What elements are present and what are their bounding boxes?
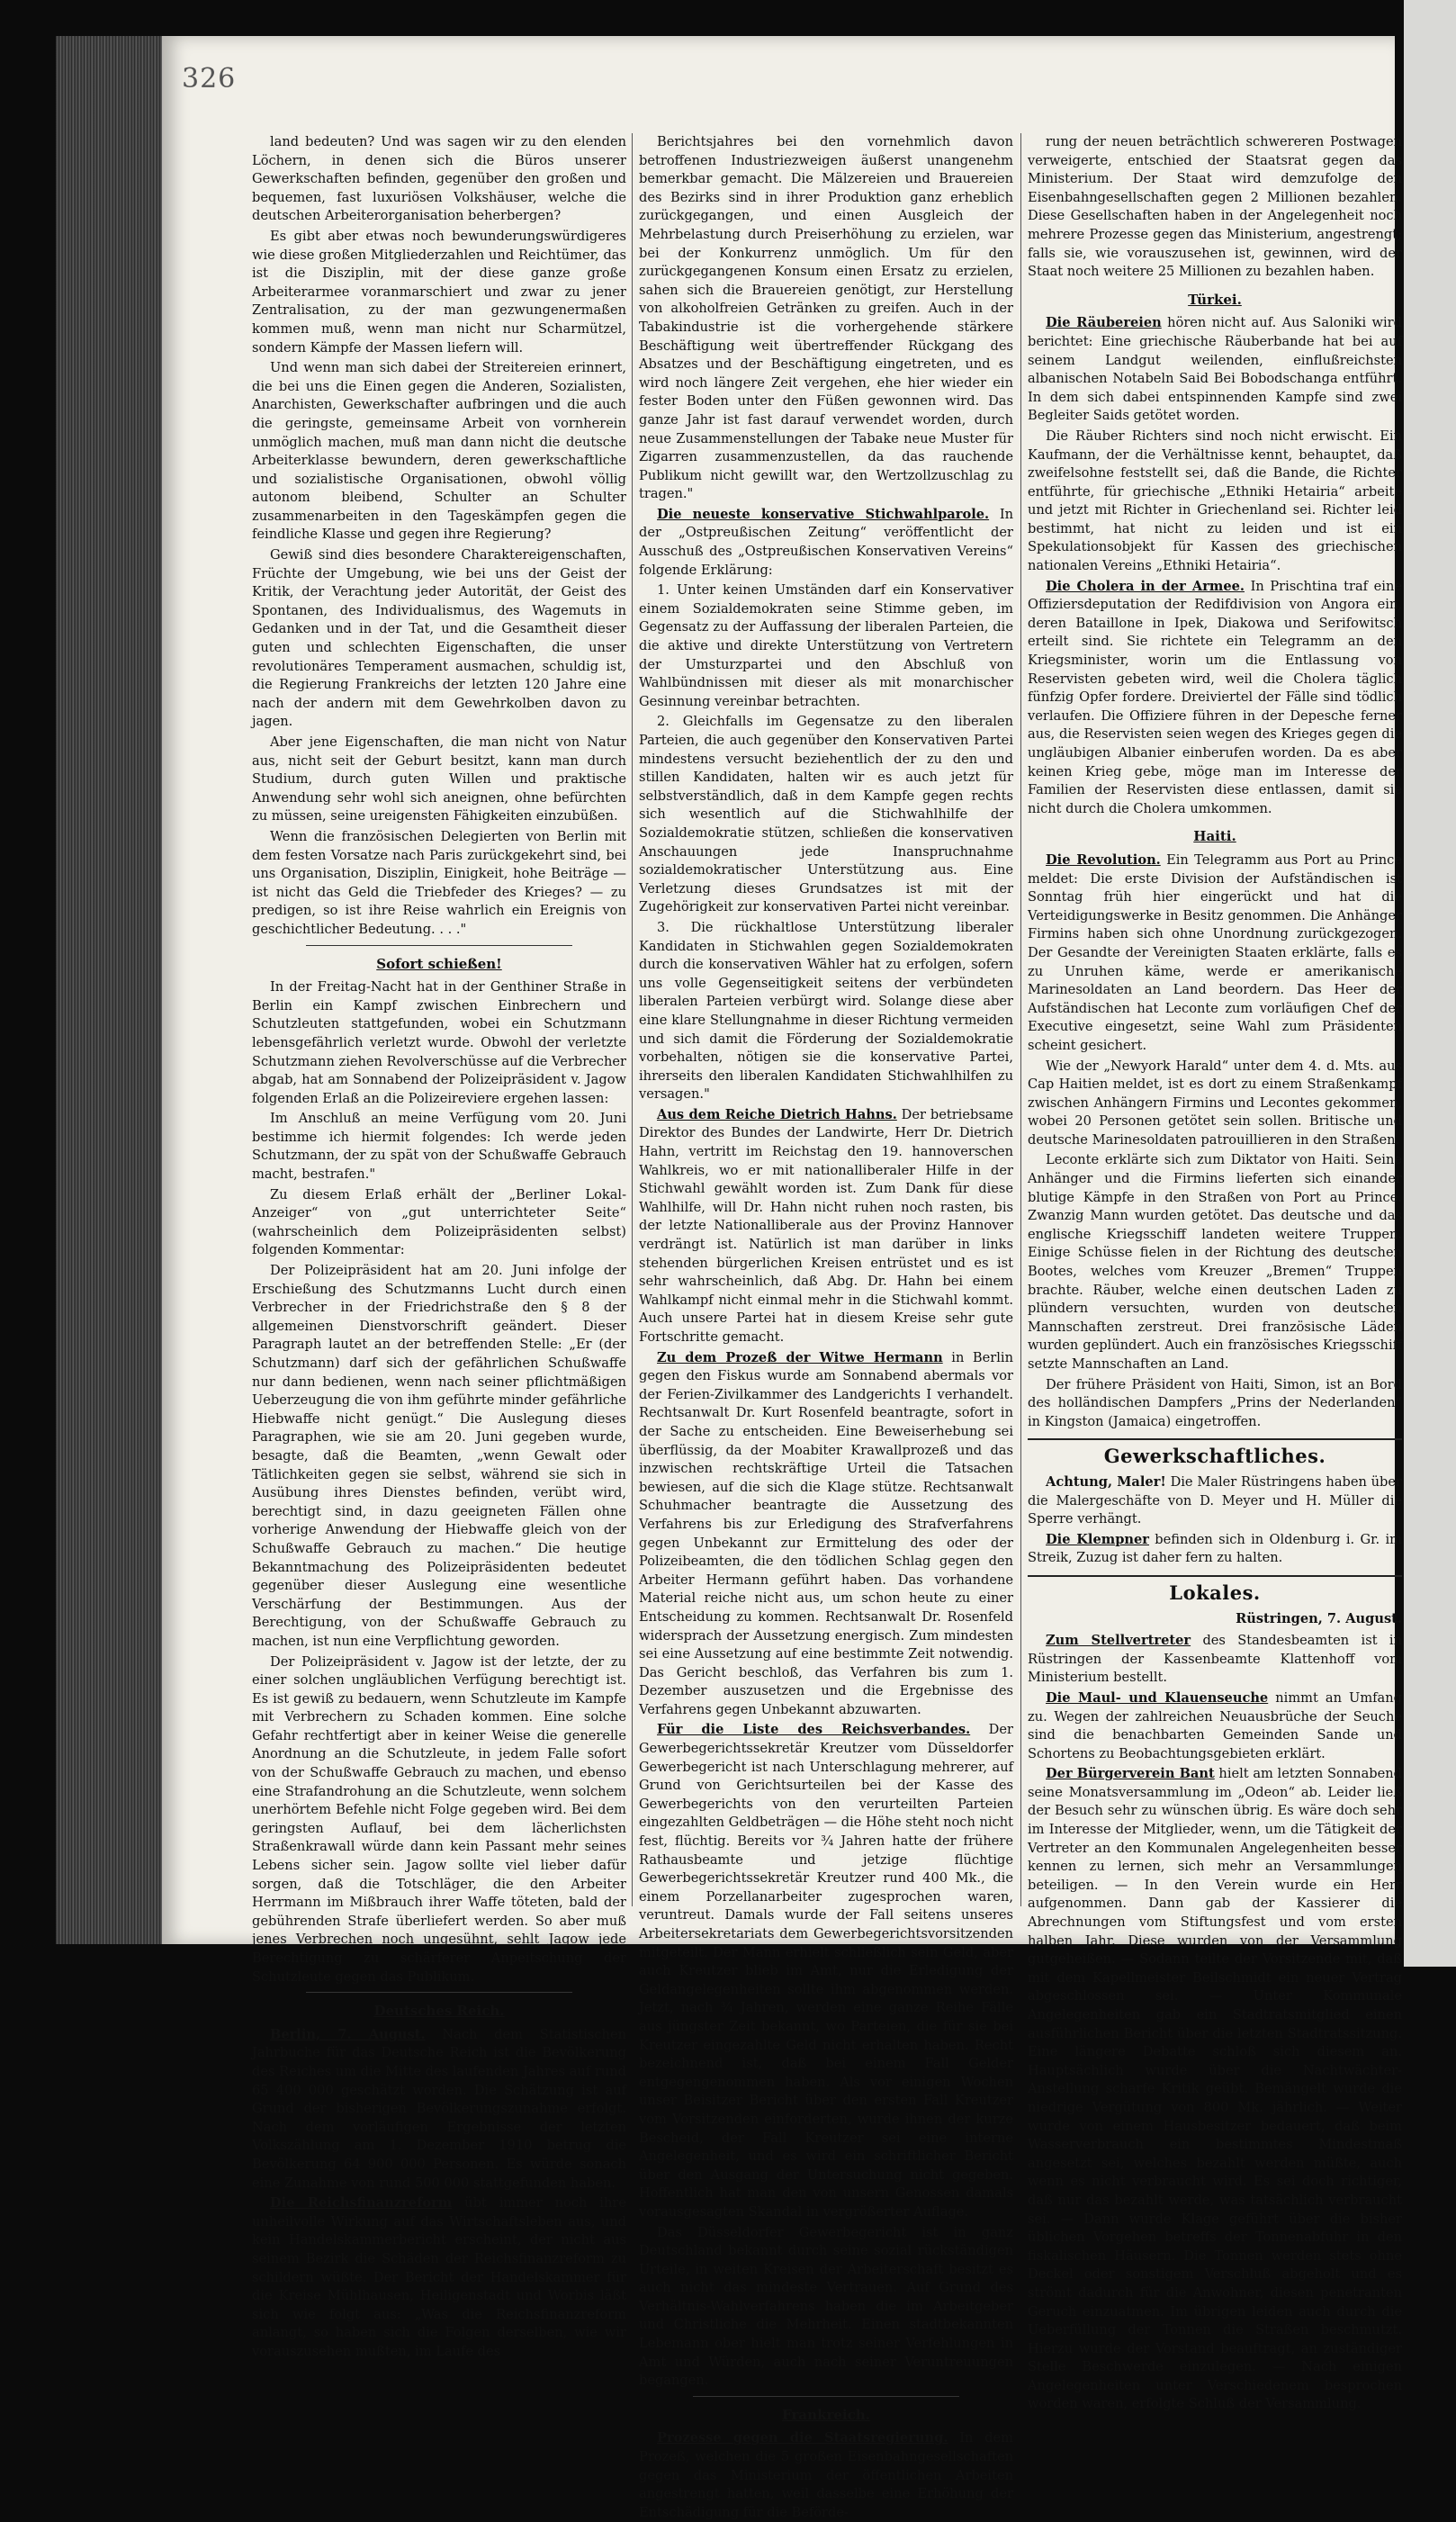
- scan-border: [1404, 0, 1456, 1967]
- quote-paragraph: Im Anschluß an meine Verfügung vom 20. Juni bestimme ich hiermit folgendes: Ich werde jeden Schutzmann, der zu spät von der Schußwaffe Gebrauch macht, bestrafen.": [252, 1111, 626, 1183]
- paragraph-text: befinden sich in Oldenburg i. Gr. im Streik, Zuzug ist daher fern zu halten.: [1028, 1531, 1402, 1566]
- paragraph: Zu diesem Erlaß erhält der „Berliner Lokal-Anzeiger“ von „gut unterrichteter Seite“ (wahrscheinlich dem Polizeipräsidenten selbst) folgenden Kommentar:: [252, 1186, 626, 1258]
- paragraph: [639, 2429, 1013, 2522]
- paragraph: [1028, 1689, 1402, 1763]
- paragraph: In der Freitag-Nacht hat in der Genthiner Straße in Berlin ein Kampf zwischen Einbrechern und Schutzleuten stattgefunden, wobei ein Schutzmann lebensgefährlich verletzt wurde. Obwohl der verletzte Schutzmann ziehen Revolverschüsse auf die Verbrecher abgab, hat am Sonnabend der Polizeipräsident v. Jagow folgenden Erlaß an die Polizeireviere ergehen lassen:: [252, 979, 626, 1106]
- section-divider: [306, 1992, 572, 1993]
- paragraph: [1028, 578, 1402, 819]
- paragraph-text: In der „Ostpreußischen Zeitung“ veröffentlicht der Ausschuß des „Ostpreußischen Konservativen Vereins“ folgende Erklärung:: [639, 506, 1013, 578]
- newspaper-page: [162, 36, 1403, 2520]
- paragraph-text: Nach dem Statistischen Jahrbuche für das Deutsche Reich ist die Bevölkerung des Reiches um die Mitte des laufenden Jahres auf rund 65 400 000 geschätzt worden. Die Schätzung ist auf Grund der bisherigen Bevölkerungszunahme erfolgt. Nach dem vorläufigen Ergebnisse der letzten Volkszählung am 1. Dezember 1910 betrug die Bevölkerung 64 900 000 Personen. Es würde sonach eine Zunahme von rund 500 000 stattgefunden haben.: [252, 2026, 626, 2191]
- paragraph-text: Der Gewerbegerichtssekretär Kreutzer vom Düsseldorfer Gewerbegericht ist nach Unterschlagung mehrerer, auf Grund von Gerichtsurteilen bei der Kasse des Gewerbegerichts von den verurteilten Parteien eingezahlten Geldbeträgen — die Höhe steht noch nicht fest, flüchtig. Bereits vor ¾ Jahren hatte der frühere Rathausbeamte und jetzige flüchtige Gewerbegerichtssekretär Kreutzer rund 400 Mk., die einem Porzellanarbeiter zugesprochen waren, veruntreut. Damals wurde der Fall seitens unseres Arbeitersekretariats dem Gewerbegerichtsvorsitzenden mitgeteilt. Der Mann erhielt schließlich sein Geld, aber auch Kreutzer blieb im Amt, nur die Erledigung der Geldangelegenheiten sollte ihm abgenommen werden. Jetzt, nach ¾ Jahren, werden eine ganze Reihe Fälle aus jüngster Zeit bekannt, wo Parteien, die für sie bei Kreutzer eingezahlte Geld nicht erhalten haben. Recht bezeichnend ist, daß bei einem Fall Gelder entgegengenommen haben. Als vor einigen Wochen unser Beisitzer Bericht über den ersten Fall Kreutzer vom Vorsitzenden einforderten, wurde ihnen der kurze Bescheid, der Fall Kreutzer sei eine interne Angelegenheit, und es wird ein schriftlicher Bericht über den Ausgang der Untersuchung nicht gegeben. Hoffentlich hat man den von unsern Genossen damals vorausgesagten Skandal in vergrößerter Auflage.: [639, 1722, 1014, 2220]
- section-heading-tuerkei: Türkei.: [1188, 291, 1242, 308]
- paragraph: [252, 2194, 626, 2361]
- lead-in: Zu dem Prozeß der Witwe Hermann: [657, 1349, 943, 1365]
- lead-in: Achtung, Maler!: [1046, 1473, 1166, 1490]
- paragraph: [1028, 1632, 1402, 1688]
- lead-in: Die Räubereien: [1046, 315, 1162, 331]
- paragraph: [252, 2026, 626, 2193]
- headline-sofort-schiessen: Sofort schießen!: [376, 955, 502, 972]
- paragraph-text: hören nicht auf. Aus Saloniki wird berichtet: Eine griechische Räuberbande hat bei auf seinem Landgut weilenden, einflußreichsten albanischen Notabeln Said Bei Bobodschanga entführt. In dem sich dabei entspinnenden Kampfe sind zwei Begleiter Saids getötet worden.: [1028, 315, 1402, 424]
- paragraph-text: hielt am letzten Sonnabend seine Monatsversammlung im „Odeon“ ab. Leider ließ der Besuch sehr zu wünschen übrig. Es wäre doch sehr im Interesse der Mitglieder, wenn, um die Tätigkeit der Vertreter an den Kommunalen Angelegenheiten besser kennen zu lernen, sich mehr an Versammlungen beteiligen. — In den Verein wurde ein Herr aufgenommen. Dann gab der Kassierer die Abrechnungen vom Stiftungsfest und vom ersten halben Jahr. Diese wurden von der Versammlung gutgeheißen. — Sodann teilte der Vorsitzende mit, daß mit dem Kapellmeister Beilschmidt ein neuer Vertrag abgeschlossen sei. — Unter Kommunale Angelegenheiten gab ein Stadtratsmitglied einen ausführlichen Bericht über die letzten Stadtratssitzung. Eine längere Debatte schloß sich diesem an. Hauptsächlich wurde über die Nachtwächter-Anstellung scharfe Kritik geübt. Bemängelt wurde die niedrige Vergütung von 800 Mk. jährlich. — Weiter wurde von einem Hausbesitzer bedauert, daß beim Wasserverbrauch ein bestimmtes Mindestmaß angesetzt sei, welches bezahlt werden müßte, auch wenn es nicht verbraucht wird. Es sei doch richtiger, daß nur das bezahlt werde, was tatsächlich verbraucht sei. — Dann wurde Klage geführt über die bisher üblichen Vorgehen betreffs der Tonnenabfuhr in den fiskalischen Häusern. Die Tonnen werden stets ohne Deckel oder sonstigem Verschluß abgeholt und es strömt dadurch für die Anwohner, diesen penetranten Geruch einzuatmen. Im übrigen leiden auch durch die Ueberfüllung der Tonnen die Straßen beschmutzt. Hierzu wurde der Vorstand beauftragt, an zuständiger Stelle Beschwerde einzulegen. — Nach einigen Angelegenheiten unter Verschiedenem besprochen worden waren, erfolgte Schluß der Versammlung.: [1028, 1766, 1403, 2412]
- paragraph-text: Der betriebsame Direktor des Bundes der Landwirte, Herr Dr. Dietrich Hahn, vertritt im Reichstag den 19. hannoverschen Wahlkreis, wo er mit nationalliberaler Hilfe in der Stichwahl gewählt worden ist. Zum Dank für diese Wahlhilfe, will Dr. Hahn nicht ruhen noch rasten, bis der letzte Nationalliberale aus der Provinz Hannover verdrängt ist. Natürlich ist man darüber in links stehenden bürgerlichen Kreisen entrüstet und es ist sehr wahrscheinlich, daß Abg. Dr. Hahn bei einem Wahlkampf nicht einmal mehr in die Stichwahl kommt. Auch unsere Partei hat in diesem Kreise sehr gute Fortschritte gemacht.: [639, 1106, 1013, 1345]
- paragraph: [1028, 1531, 1402, 1568]
- paragraph: 2. Gleichfalls im Gegensatze zu den liberalen Parteien, die auch gegenüber den Konservativen Partei mindestens versucht beziehentlich der zu den und stillen Kandidaten, halten wir es auch jetzt für selbstverständlich, daß in dem Kampfe gegen rechts sich wesentlich auf die Stichwahlhilfe der Sozialdemokratie stützen, schließen die konservativen Anschauungen jede Inanspruchnahme sozialdemokratischer Unterstützung aus. Eine Verletzung dieses Grundsatzes ist mit der Zugehörigkeit zur konservativen Partei nicht vereinbar.: [639, 714, 1013, 915]
- section-heading-lokales: Lokales.: [1169, 1581, 1261, 1604]
- paragraph: 3. Die rückhaltlose Unterstützung liberaler Kandidaten in Stichwahlen gegen Sozialdemokraten durch die konservativen Wähler hat zu erfolgen, sofern uns volle Gegenseitigkeit seitens der verbündeten liberalen Parteien verbürgt wird. Solange diese aber eine klare Stellungnahme in dieser Richtung vermeiden und sich damit die Förderung der Sozialdemokratie vorbehalten, nötigen sie die konservative Partei, ihrerseits den liberalen Kandidaten Stichwahlhilfen zu versagen.": [639, 919, 1013, 1103]
- lead-in: Für die Liste des Reichsverbandes.: [657, 1722, 971, 1738]
- paragraph-text: In dem Prozeß, welchen die 5 großen Eisenbahngesellschaften gegen das Ministerium der öffentlichen Arbeiten angestrengt hatten, weil dasselbe eine Erhöhung der Entschädigung für die Beförde-: [639, 2430, 1013, 2520]
- section-divider: [693, 2396, 959, 2397]
- paragraph-text: In Prischtina traf eine Offiziersdeputation der Redifdivision von Angora ein, deren Bataillone in Ipek, Diakowa und Serifowitsch erteilt sind. Sie richtete ein Telegramm an den Kriegsminister, worin um die Entlassung von Reservisten gebeten wird, weil die Cholera täglich fünfzig Opfer fordere. Dreiviertel der Fälle sind tödlich verlaufen. Die Offiziere führen in der Depesche ferner aus, die Reservisten seien wegen des Krieges gegen die ungläubigen Albanier einberufen worden. Da es aber keinen Krieg gebe, möge man im Interesse der Familien der Reservisten diese entlassen, damit sie nicht durch die Cholera umkommen.: [1028, 578, 1402, 816]
- paragraph: Es gibt aber etwas noch bewunderungswürdigeres wie diese großen Mitgliederzahlen und Reichtümer, das ist die Disziplin, mit der diese ganze große Arbeiterarmee voranmarschiert und zwar zu jener Zentralisation, zu der man gezwungenermaßen kommen muß, wenn man nicht nur Scharmützel, sondern Kämpfe der Massen liefern will.: [252, 228, 626, 356]
- lead-in: Die Klempner: [1046, 1531, 1149, 1547]
- lead-in: Die neueste konservative Stichwahlparole.: [657, 506, 990, 522]
- column-3: [1028, 133, 1403, 2412]
- paragraph: [1028, 314, 1402, 426]
- dateline: Rüstringen, 7. August.: [1236, 1610, 1402, 1626]
- paragraph: Der Polizeipräsident v. Jagow ist der letzte, der zu einer solchen ungläublichen Verfügung berechtigt ist. Es ist gewiß zu bedauern, wenn Schutzleute im Kampfe mit Verbrechern zu Schaden kommen. Eine solche Gefahr rechtfertigt aber in keiner Weise die generelle Anordnung an die Schutzleute, in jedem Falle sofort von der Schußwaffe Gebrauch zu machen, und ebenso eine Strafandrohung an die Schutzleute, wenn solchem unerhörtem Befehle nicht Folge gegeben wird. Bei dem geringsten Auflauf, bei dem lächerlichsten Straßenkrawall würde dann kein Passant mehr seines Lebens sicher sein. Jagow sollte viel lieber dafür sorgen, daß die Totschläger, die den Arbeiter Herrmann im Mißbrauch ihrer Waffe töteten, bald der gebührenden Strafe überliefert werden. So aber muß jenes Verbrechen noch ungesühnt, sehlt Jagow jede Berechtigung zu schärferer Anpeitschung der Schutzleute gegen das Publikum.: [252, 1653, 626, 1985]
- paragraph: Aber jene Eigenschaften, die man nicht von Natur aus, nicht seit der Geburt besitzt, kann man durch Studium, durch guten Willen und praktische Anwendung sehr wohl sich aneignen, ohne befürchten zu müssen, seine ureigensten Fähigkeiten einzubüßen.: [252, 734, 626, 824]
- lead-in: Die Reichsfinanzreform: [270, 2195, 453, 2211]
- section-divider: [306, 945, 572, 946]
- lead-in: Aus dem Reiche Dietrich Hahns.: [657, 1106, 897, 1122]
- paragraph-text: Ein Telegramm aus Port au Prince meldet: Die erste Division der Aufständischen ist Sonntag früh hier eingerückt und hat die Verteidigungswerke in Besitz genommen. Die Anhänger Firmins haben sich ohne Unordnung zurückgezogen. Der Gesandte der Vereinigten Staaten erklärte, falls es zu Unruhen käme, werde er amerikanische Marinesoldaten an Land beordern. Das Heer der Aufständischen hat Leconte zum vorläufigen Chef der Executive eingesetzt, seine Wahl zum Präsidenten scheint gesichert.: [1028, 851, 1402, 1053]
- section-divider: [1028, 1438, 1402, 1440]
- column-rule-1: [632, 133, 633, 1906]
- section-heading-gewerkschaftliches: Gewerkschaftliches.: [1103, 1445, 1326, 1468]
- section-heading-deutsches-reich: Deutsches Reich.: [373, 2003, 505, 2020]
- paragraph: rung der neuen beträchtlich schwereren Postwagen verweigerte, entschied der Staatsrat gegen das Ministerium. Der Staat wird demzufolge den Eisenbahngesellschaften gegen 2 Millionen bezahlen. Diese Gesellschaften haben in der Angelegenheit noch mehrere Prozesse gegen das Ministerium, angestrengt; falls sie, wie vorauszusehen ist, gewinnen, wird der Staat noch weitere 25 Millionen zu bezahlen haben.: [1028, 134, 1402, 280]
- section-divider: [1028, 1575, 1402, 1577]
- paragraph: Leconte erklärte sich zum Diktator von Haiti. Seine Anhänger und die Firmins lieferten sich einander blutige Kämpfe in den Straßen von Port au Prince. Zwanzig Mann wurden getötet. Das deutsche und das englische Kriegsschiff landeten weitere Truppen. Einige Schüsse fielen in der Richtung des deutschen Bootes, welches vom Kreuzer „Bremen“ Truppen brachte. Räuber, welche einen deutschen Laden zu plündern versuchten, wurden von deutschen Mannschaften zerstreut. Drei französische Läden wurden geplündert. Auch ein französisches Kriegsschiff setzte Mannschaften an Land.: [1028, 1152, 1402, 1372]
- paragraph: Der frühere Präsident von Haiti, Simon, ist an Bord des holländischen Dampfers „Prins der Nederlanden“ in Kingston (Jamaica) eingetroffen.: [1028, 1376, 1402, 1429]
- paragraph: Wie der „Newyork Harald“ unter dem 4. d. Mts. aus Cap Haitien meldet, ist es dort zu einem Straßenkampf zwischen Anhängern Firmins und Lecontes gekommen, wobei 20 Personen getötet sein sollen. Britische und deutsche Marinesoldaten patrouillieren in den Straßen.: [1028, 1058, 1402, 1148]
- paragraph: [1028, 851, 1402, 1056]
- paragraph: Das Düsseldorfer Gewerbegericht ist in ganz Deutschland bekannt durch seine sozial rückständigen Urteile, in weiten Kreisen der Arbeiterschaft besitzt es auch nicht das mindeste Vertrauen. Auf Grund des Verhältnis-Wahlverfahrens haben die im Arbeitgeber und Christliche die Mehrheit. Einen stadtbekannten Lebemann ober hielt man trotz seiner Verfehlungen in Amt und Würden, auch nach seiner Veruntreuungen begangen.: [639, 2224, 1013, 2389]
- paragraph: Wenn die französischen Delegierten von Berlin mit dem festen Vorsatze nach Paris zurückgekehrt sind, bei uns Organisation, Disziplin, Einigkeit, hohe Beiträge — ist nicht das Geld die Triebfeder des Krieges? — zu predigen, so ist ihre Reise wahrlich ein Ereignis von geschichtlicher Bedeutung. . . .": [252, 828, 626, 937]
- lead-in: Zum Stellvertreter: [1046, 1633, 1191, 1649]
- column-rule-2: [1020, 133, 1021, 1906]
- paragraph-text: übt immer noch ihre unheilvolle Wirkung auf das Wirtschaftsleben aus, und kein Handelskammerbericht erscheint, der nicht aus seinem Bezirk die Schäden der Reichsfinanzreform zu schildern wüßte. Der Bericht der Handelskammer für die Kreise Mühlhausen, Heiligenstadt und Worbis läßt sich wie folgt aus: „Was die Reichsfinanzreform anlangt, so haben sich die Folgen derselben, wie wir vorauszusehen mußten, im Laufe des: [252, 2195, 626, 2359]
- paragraph: Die Räuber Richters sind noch nicht erwischt. Ein Kaufmann, der die Verhältnisse kennt, behauptet, daß zweifelsohne feststellt sei, daß die Bande, die Richter entführte, für griechische „Ethniki Hetairia“ arbeite und jetzt mit Richter in Griechenland sei. Richter leid bestimmt, hat nicht zu leiden und ist ein Spekulationsobjekt für Kassen des griechischen nationalen Vereins „Ethniki Hetairia“.: [1028, 428, 1402, 574]
- paragraph: Der Polizeipräsident hat am 20. Juni infolge der Erschießung des Schutzmanns Lucht durch einen Verbrecher in der Friedrichstraße den § 8 der allgemeinen Dienstvorschrift geändert. Dieser Paragraph lautet an der betreffenden Stelle: „Er (der Schutzmann) darf sich der gefährlichen Schußwaffe nur dann bedienen, wenn nach seiner pflichtmäßigen Ueberzeugung die von ihm geführte minder gefährliche Hiebwaffe nicht genügt.“ Die Auslegung dieses Paragraphen, wie sie am 20. Juni gegeben wurde, besagte, daß die Beamten, „wenn Gewalt oder Tätlichkeiten gegen sie selbst, während sie sich in Ausübung ihres Dienstes befinden, verübt wird, berechtigt sind, in dazu geeigneten Fällen ohne vorherige Anwendung der Hiebwaffe gleich von der Schußwaffe Gebrauch zu machen.“ Die heutige Bekanntmachung des Polizeipräsidenten bedeutet gegenüber dieser Auslegung eine wesentliche Verschärfung der Bestimmungen. Aus der Berechtigung, von der Schußwaffe Gebrauch zu machen, ist nun eine Verpflichtung geworden.: [252, 1263, 626, 1649]
- paragraph: [639, 1721, 1013, 2221]
- section-heading-frankreich: Frankreich.: [782, 2406, 870, 2423]
- paragraph: [639, 1106, 1013, 1347]
- paragraph: land bedeuten? Und was sagen wir zu den elenden Löchern, in denen sich die Büros unserer Gewerkschaften befinden, gegenüber den großen und bequemen, fast luxuriösen Volkshäuser, welche die deutschen Arbeiterorganisation beherbergen?: [252, 134, 626, 224]
- lead-in: Die Maul- und Klauenseuche: [1046, 1689, 1269, 1706]
- paragraph: [1028, 1765, 1402, 2414]
- paragraph: 1. Unter keinen Umständen darf ein Konservativer einem Sozialdemokraten seine Stimme geben, im Gegensatz zu der Auffassung der liberalen Parteien, die die aktive und direkte Unterstützung von Vertretern der Umsturzpartei und den Abschluß von Wahlbündnissen mit dieser als mit monarchischer Gesinnung vereinbar betrachten.: [639, 582, 1013, 709]
- lead-in: Prozesse gegen die Staatsregierung.: [657, 2430, 948, 2446]
- paragraph-text: in Berlin gegen den Fiskus wurde am Sonnabend abermals vor der Ferien-Zivilkammer des Landgerichts I verhandelt. Rechtsanwalt Dr. Kurt Rosenfeld beantragte, sofort in der Sache zu entscheiden. Eine Beweiserhebung sei überflüssig, da der Moabiter Krawallprozeß und das inzwischen rechtskräftige Urteil die Tatsachen bewiesen, auf die sich die Klage stütze. Rechtsanwalt Schuhmacher beantragte die Aussetzung des Verfahrens bis zur Erledigung des Strafverfahrens gegen Unbekannt zur Ermittelung des oder der Polizeibeamten, die den tödlichen Schlag gegen den Arbeiter Hermann geführt haben. Das vorhandene Material reiche nicht aus, um schon heute zu einer Entscheidung zu kommen. Rechtsanwalt Dr. Rosenfeld widersprach der Aussetzung energisch. Zum mindesten sei eine Aussetzung auf eine bestimmte Zeit notwendig. Das Gericht beschloß, das Verfahren bis zum 1. Dezember auszusetzen und die Ergebnisse des Verfahrens gegen Unbekannt abzuwarten.: [639, 1349, 1014, 1717]
- paragraph: Berichtsjahres bei den vornehmlich davon betroffenen Industriezweigen äußerst unangenehm bemerkbar gemacht. Die Mälzereien und Brauereien des Bezirks sind in ihrer Produktion ganz erheblich zurückgegangen, und einen Ausgleich der Mehrbelastung durch Preiserhöhung zu erzielen, war bei der Konkurrenz unmöglich. Um für den zurückgegangenen Konsum einen Ersatz zu erzielen, sahen sich die Brauereien genötigt, zur Herstellung von alkoholfreien Getränken zu greifen. Auch in der Tabakindustrie ist die vorhergehende stärkere Beschäftigung weit übertreffender Rückgang des Absatzes und der Beschäftigung eingetreten, und es wird noch längere Zeit vergehen, ehe hier wieder ein fester Boden unter den Füßen gewonnen wird. Das ganze Jahr ist fast darauf verwendet worden, durch neue Zusammenstellungen der Tabake neue Muster für Zigarren zusammenzustellen, da das rauchende Publikum nicht gewillt war, den Wertzollzuschlag zu tragen.": [639, 134, 1013, 502]
- lead-in: Berlin, 7. August.: [270, 2026, 426, 2042]
- column-1: [252, 133, 626, 2359]
- paragraph: Gewiß sind dies besondere Charaktereigenschaften, Früchte der Umgebung, wie bei uns der Geist der Kritik, der Verachtung jeder Autorität, der Geist des Spontanen, des Individualismus, des Wagemuts in Gedanken und in der Tat, und die Gesamtheit dieser guten und schlechten Eigenschaften, die unser revolutionäres Temperament ausmachen, schuldig ist, die Regierung Frankreichs der letzten 120 Jahre eine nach der andern mit dem Gewehrkolben davon zu jagen.: [252, 547, 626, 730]
- paragraph-text: Die Maler Rüstringens haben über die Malergeschäfte von D. Meyer und H. Müller die Sperre verhängt.: [1028, 1473, 1403, 1527]
- lead-in: Der Bürgerverein Bant: [1046, 1766, 1215, 1782]
- paragraph: [639, 1349, 1013, 1720]
- lead-in: Die Cholera in der Armee.: [1046, 578, 1245, 594]
- paragraph: Und wenn man sich dabei der Streitereien erinnert, die bei uns die Einen gegen die Anderen, Sozialisten, Anarchisten, Gewerkschafter aufbringen und die auch die geringste, gemeinsame Arbeit von vornherein unmöglich machen, muß man dann nicht die deutsche Arbeiterklasse bewundern, deren gewerkschaftliche und sozialistische Organisationen, obwohl völlig autonom bleibend, Schulter an Schulter zusammenarbeiten in den Tageskämpfen gegen die feindliche Klasse und gegen ihre Regierung?: [252, 360, 626, 543]
- column-2: [639, 133, 1014, 2520]
- section-heading-haiti: Haiti.: [1193, 828, 1236, 845]
- paragraph: [639, 506, 1013, 580]
- book-page-edges: [56, 36, 164, 1944]
- paragraph: [1028, 1473, 1402, 1529]
- paragraph-text: nimmt an Umfang zu. Wegen der zahlreichen Neuausbrüche der Seuche sind die benachbarten Gemeinden Sande und Schortens zu Beobachtungsgebieten erklärt.: [1028, 1689, 1403, 1761]
- lead-in: Die Revolution.: [1046, 851, 1161, 868]
- paragraph-text: des Standesbeamten ist in Rüstringen der Kassenbeamte Klattenhoff vom Ministerium bestellt.: [1028, 1633, 1402, 1686]
- page-number: 326: [182, 63, 237, 95]
